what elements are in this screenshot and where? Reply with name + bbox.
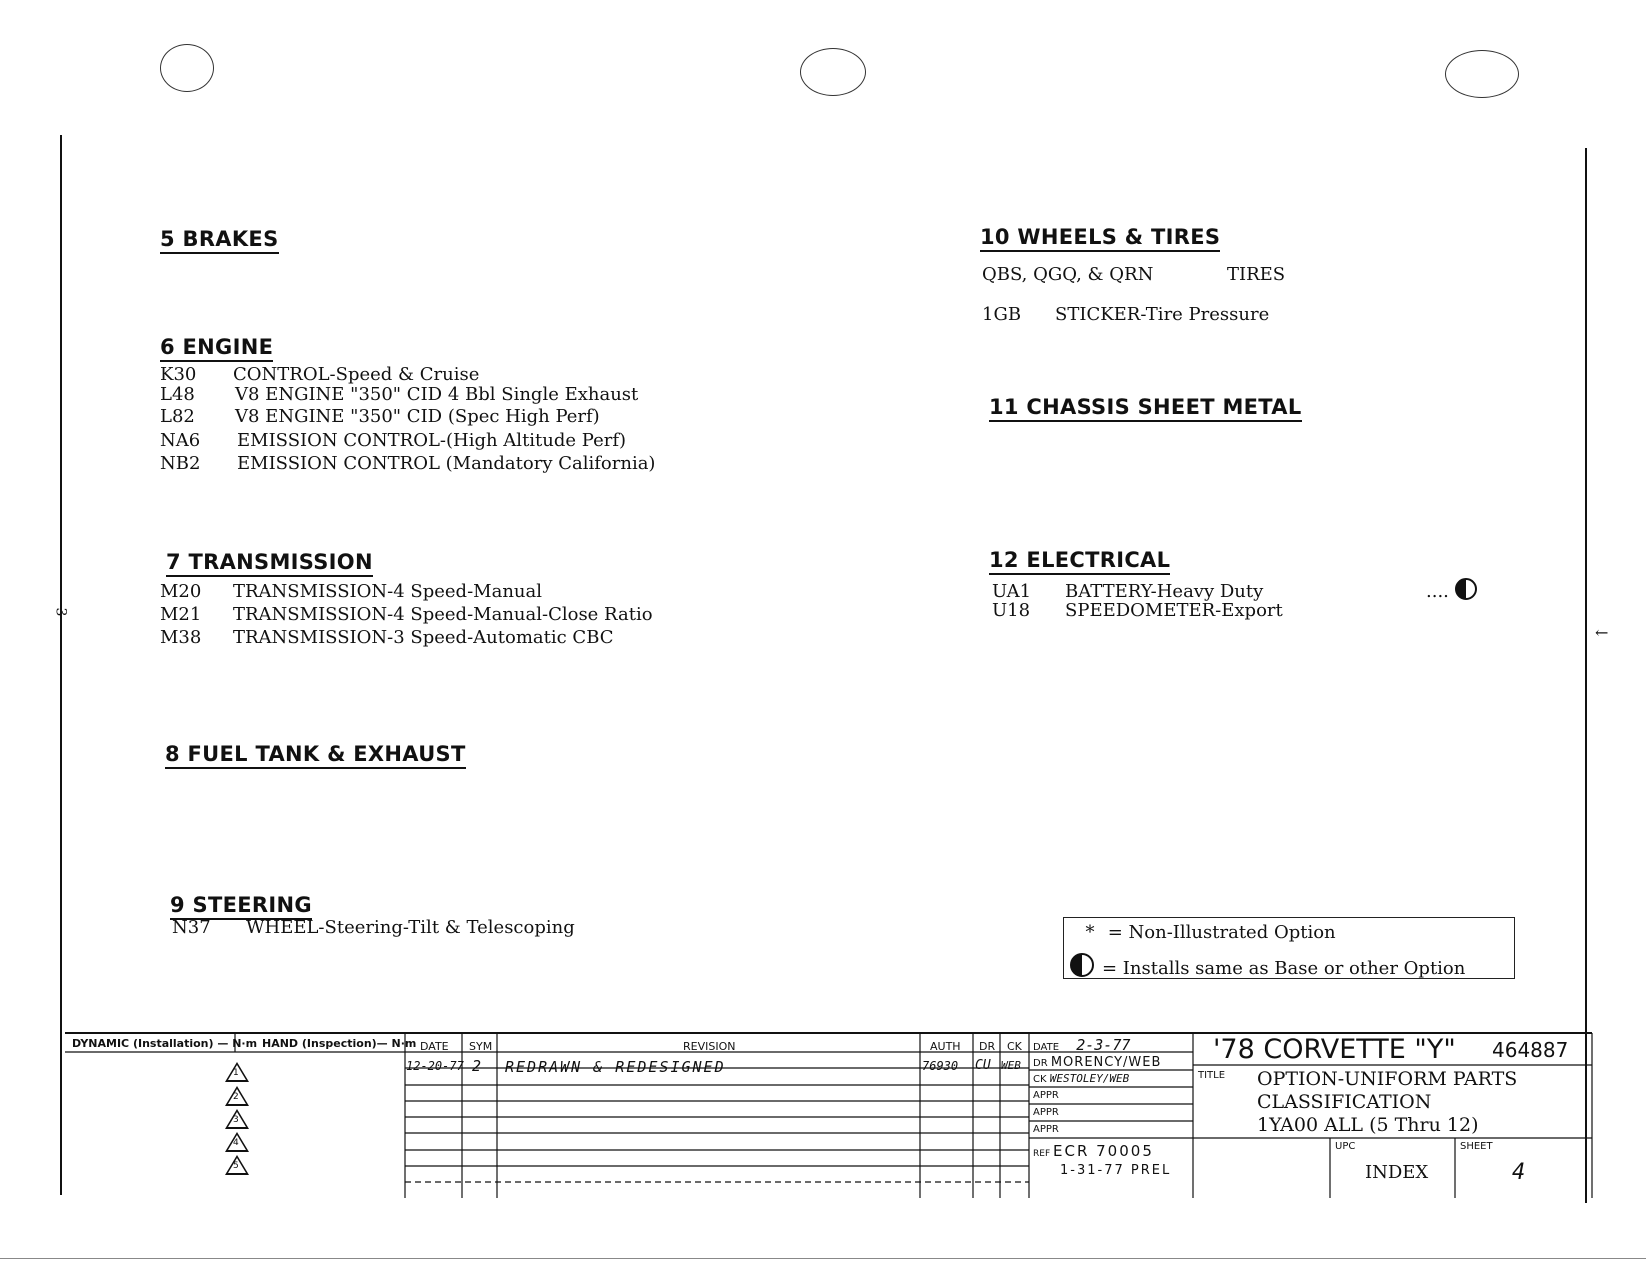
electrical-item: U18 SPEEDOMETER-Export	[992, 600, 1283, 621]
hand-torque-label: HAND (Inspection)— N·m	[262, 1037, 417, 1050]
engine-item: NA6 EMISSION CONTROL-(High Altitude Perf)	[160, 430, 627, 451]
upc-value: INDEX	[1365, 1162, 1429, 1183]
electrical-item-suffix: ....	[1426, 578, 1477, 602]
triangle-icon: 5	[225, 1155, 249, 1175]
section-title-brakes: 5 BRAKES	[160, 227, 279, 254]
reference-field: REF ECR 70005	[1033, 1142, 1154, 1160]
engine-item: L82 V8 ENGINE "350" CID (Spec High Perf)	[160, 406, 600, 427]
upc-label: UPC	[1335, 1141, 1356, 1152]
rev-header-date: DATE	[420, 1040, 449, 1053]
margin-arrow-icon: ←	[1595, 623, 1609, 642]
approval-field: APPR	[1033, 1090, 1059, 1101]
title-label: TITLE	[1198, 1070, 1226, 1081]
title-line: 1YA00 ALL (5 Thru 12)	[1257, 1114, 1479, 1136]
rev-row-auth: 76930	[922, 1059, 959, 1073]
rev-header-revision: REVISION	[683, 1040, 736, 1053]
electrical-item: UA1 BATTERY-Heavy Duty	[992, 581, 1264, 602]
model-name: '78 CORVETTE "Y"	[1213, 1034, 1456, 1065]
engine-item: L48 V8 ENGINE "350" CID 4 Bbl Single Exhaust	[160, 384, 639, 405]
approval-field: APPR	[1033, 1107, 1059, 1118]
triangle-icon: 3	[225, 1109, 249, 1129]
section-title-steering: 9 STEERING	[170, 893, 312, 920]
drawing-number: 464887	[1492, 1038, 1569, 1062]
title-line: CLASSIFICATION	[1257, 1091, 1432, 1113]
steering-item: N37 WHEEL-Steering-Tilt & Telescoping	[172, 917, 575, 938]
rev-header-auth: AUTH	[930, 1040, 961, 1053]
rev-row-date: 12-20-77	[406, 1059, 464, 1073]
approval-field: APPR	[1033, 1124, 1059, 1135]
triangle-icon: 2	[225, 1086, 249, 1106]
transmission-item: M38 TRANSMISSION-3 Speed-Automatic CBC	[160, 627, 614, 648]
margin-mark: 3	[52, 607, 69, 617]
reference-date: 1-31-77 PREL	[1060, 1163, 1172, 1178]
checked-by-field: CK WESTOLEY/WEB	[1033, 1072, 1130, 1085]
section-title-electrical: 12 ELECTRICAL	[989, 548, 1170, 575]
rev-row-dr: CU	[975, 1058, 991, 1073]
engine-item: NB2 EMISSION CONTROL (Mandatory California)	[160, 453, 656, 474]
rev-header-dr: DR	[979, 1040, 996, 1053]
sheet-number: 4	[1512, 1160, 1526, 1185]
drawn-by-field: DR MORENCY/WEB	[1033, 1055, 1162, 1070]
transmission-item: M20 TRANSMISSION-4 Speed-Manual	[160, 581, 542, 602]
rev-header-ck: CK	[1007, 1040, 1022, 1053]
rev-row-ck: WEB	[1001, 1059, 1021, 1072]
dynamic-torque-label: DYNAMIC (Installation) — N·m	[72, 1037, 258, 1050]
wheels-item: QBS, QGQ, & QRN TIRES	[982, 264, 1286, 285]
section-title-engine: 6 ENGINE	[160, 335, 273, 362]
sheet-label: SHEET	[1460, 1141, 1493, 1152]
triangle-icon: 1	[225, 1062, 249, 1082]
title-line: OPTION-UNIFORM PARTS	[1257, 1068, 1518, 1090]
rev-row-revision: REDRAWN & REDESIGNED	[505, 1058, 726, 1076]
legend-row-installs-same: = Installs same as Base or other Option	[1070, 953, 1465, 979]
section-title-chassis-sheet-metal: 11 CHASSIS SHEET METAL	[989, 395, 1302, 422]
rev-header-sym: SYM	[469, 1040, 493, 1053]
section-title-fuel-tank-exhaust: 8 FUEL TANK & EXHAUST	[165, 742, 466, 769]
triangle-icon: 4	[225, 1132, 249, 1152]
engine-item: K30 CONTROL-Speed & Cruise	[160, 364, 480, 385]
section-title-transmission: 7 TRANSMISSION	[166, 550, 373, 577]
date-field: DATE 2-3-77	[1033, 1036, 1131, 1054]
legend-row-non-illustrated: * = Non-Illustrated Option	[1085, 922, 1336, 943]
section-title-wheels-tires: 10 WHEELS & TIRES	[980, 225, 1220, 252]
transmission-item: M21 TRANSMISSION-4 Speed-Manual-Close Ratio	[160, 604, 653, 625]
wheels-item: 1GB STICKER-Tire Pressure	[982, 304, 1270, 325]
rev-row-sym: 2	[472, 1057, 482, 1075]
